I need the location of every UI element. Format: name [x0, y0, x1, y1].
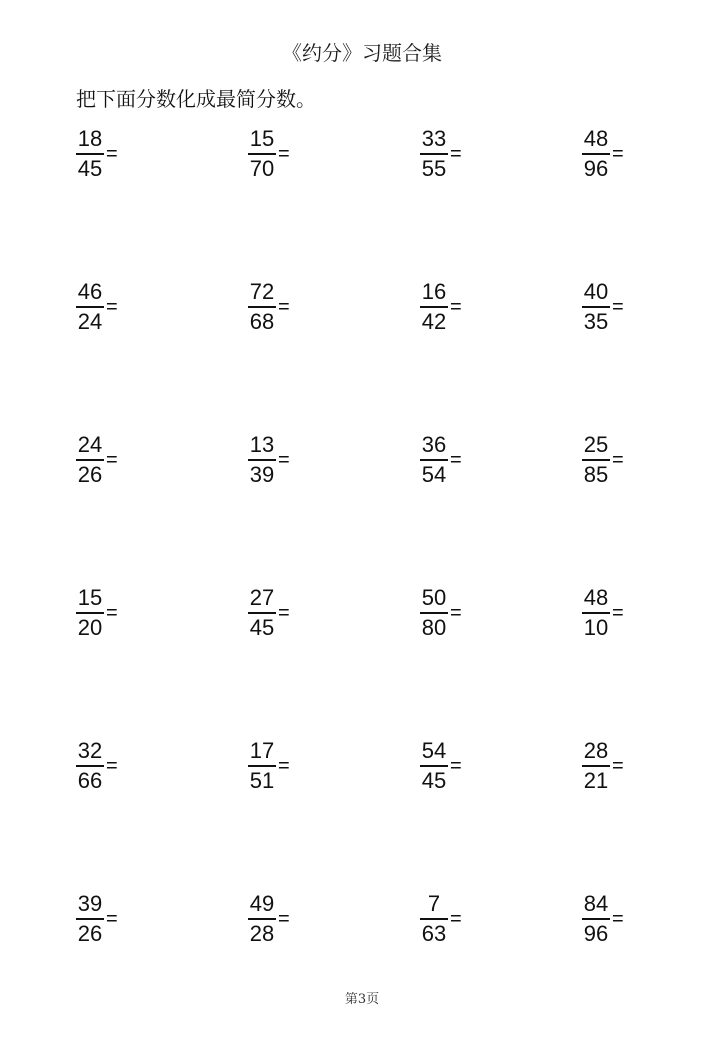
- fraction-problem: [582, 277, 656, 337]
- numerator: 54: [421, 738, 447, 763]
- denominator: 63: [421, 921, 447, 946]
- fraction: [76, 126, 104, 182]
- equals-sign: =: [106, 907, 118, 930]
- equals-sign: =: [278, 448, 290, 471]
- equals-sign: =: [278, 907, 290, 930]
- equals-sign: =: [106, 754, 118, 777]
- fraction: [76, 432, 104, 488]
- fraction-problem: [582, 583, 656, 643]
- fraction-problem: [76, 736, 248, 796]
- equals-sign: =: [450, 754, 462, 777]
- fraction-problem: [582, 124, 656, 184]
- fraction: [420, 891, 448, 947]
- denominator: 42: [421, 309, 447, 334]
- fraction: [582, 279, 610, 335]
- fraction: [248, 432, 276, 488]
- denominator: 24: [77, 309, 103, 334]
- fraction-problem: [248, 583, 420, 643]
- numerator: 16: [421, 279, 447, 304]
- fraction: [420, 279, 448, 335]
- equals-sign: =: [612, 601, 624, 624]
- instruction-text: 把下面分数化成最简分数。: [76, 87, 316, 111]
- denominator: 96: [583, 156, 609, 181]
- equals-sign: =: [450, 448, 462, 471]
- numerator: 18: [77, 126, 103, 151]
- fraction: [76, 585, 104, 641]
- denominator: 70: [249, 156, 275, 181]
- denominator: 55: [421, 156, 447, 181]
- fraction-problem: [248, 736, 420, 796]
- fraction: [248, 891, 276, 947]
- numerator: 39: [77, 891, 103, 916]
- fraction: [248, 126, 276, 182]
- equals-sign: =: [450, 601, 462, 624]
- fraction-problem: [582, 889, 656, 949]
- fraction-problem: [420, 124, 582, 184]
- fraction: [420, 738, 448, 794]
- numerator: 46: [77, 279, 103, 304]
- denominator: 85: [583, 462, 609, 487]
- equals-sign: =: [106, 601, 118, 624]
- denominator: 35: [583, 309, 609, 334]
- numerator: 17: [249, 738, 275, 763]
- equals-sign: =: [278, 754, 290, 777]
- numerator: 33: [421, 126, 447, 151]
- page-title: 《约分》习题合集: [282, 41, 442, 65]
- equals-sign: =: [450, 907, 462, 930]
- numerator: 50: [421, 585, 447, 610]
- fraction: [248, 585, 276, 641]
- equals-sign: =: [450, 142, 462, 165]
- equals-sign: =: [106, 448, 118, 471]
- fraction: [248, 279, 276, 335]
- numerator: 49: [249, 891, 275, 916]
- denominator: 20: [77, 615, 103, 640]
- equals-sign: =: [612, 907, 624, 930]
- fraction: [582, 891, 610, 947]
- equals-sign: =: [612, 295, 624, 318]
- fraction-problem: [248, 277, 420, 337]
- denominator: 39: [249, 462, 275, 487]
- numerator: 28: [583, 738, 609, 763]
- denominator: 96: [583, 921, 609, 946]
- denominator: 45: [421, 768, 447, 793]
- denominator: 28: [249, 921, 275, 946]
- problem-grid: [76, 124, 656, 1042]
- numerator: 25: [583, 432, 609, 457]
- denominator: 66: [77, 768, 103, 793]
- denominator: 45: [77, 156, 103, 181]
- equals-sign: =: [278, 142, 290, 165]
- equals-sign: =: [106, 295, 118, 318]
- numerator: 13: [249, 432, 275, 457]
- denominator: 80: [421, 615, 447, 640]
- equals-sign: =: [612, 142, 624, 165]
- fraction-problem: [420, 583, 582, 643]
- fraction: [76, 891, 104, 947]
- fraction-problem: [76, 277, 248, 337]
- page-number: 第3页: [344, 992, 380, 1007]
- numerator: 72: [249, 279, 275, 304]
- fraction-problem: [582, 736, 656, 796]
- equals-sign: =: [450, 295, 462, 318]
- fraction-problem: [76, 124, 248, 184]
- numerator: 15: [77, 585, 103, 610]
- fraction-problem: [248, 889, 420, 949]
- equals-sign: =: [278, 295, 290, 318]
- denominator: 68: [249, 309, 275, 334]
- fraction-problem: [76, 889, 248, 949]
- fraction-problem: [76, 583, 248, 643]
- fraction: [582, 432, 610, 488]
- fraction: [420, 585, 448, 641]
- fraction-problem: [582, 430, 656, 490]
- fraction: [76, 738, 104, 794]
- numerator: 24: [77, 432, 103, 457]
- numerator: 7: [427, 891, 441, 916]
- fraction-problem: [420, 736, 582, 796]
- fraction: [420, 126, 448, 182]
- numerator: 36: [421, 432, 447, 457]
- denominator: 26: [77, 462, 103, 487]
- denominator: 10: [583, 615, 609, 640]
- numerator: 15: [249, 126, 275, 151]
- fraction-problem: [248, 430, 420, 490]
- equals-sign: =: [612, 754, 624, 777]
- equals-sign: =: [612, 448, 624, 471]
- fraction: [582, 738, 610, 794]
- numerator: 48: [583, 126, 609, 151]
- numerator: 40: [583, 279, 609, 304]
- fraction: [420, 432, 448, 488]
- fraction-problem: [420, 277, 582, 337]
- denominator: 51: [249, 768, 275, 793]
- denominator: 45: [249, 615, 275, 640]
- fraction-problem: [76, 430, 248, 490]
- numerator: 32: [77, 738, 103, 763]
- numerator: 48: [583, 585, 609, 610]
- denominator: 54: [421, 462, 447, 487]
- denominator: 26: [77, 921, 103, 946]
- fraction-problem: [248, 124, 420, 184]
- fraction: [248, 738, 276, 794]
- numerator: 84: [583, 891, 609, 916]
- fraction: [582, 585, 610, 641]
- numerator: 27: [249, 585, 275, 610]
- equals-sign: =: [278, 601, 290, 624]
- fraction-problem: [420, 430, 582, 490]
- fraction: [76, 279, 104, 335]
- fraction-problem: [420, 889, 582, 949]
- equals-sign: =: [106, 142, 118, 165]
- denominator: 21: [583, 768, 609, 793]
- fraction: [582, 126, 610, 182]
